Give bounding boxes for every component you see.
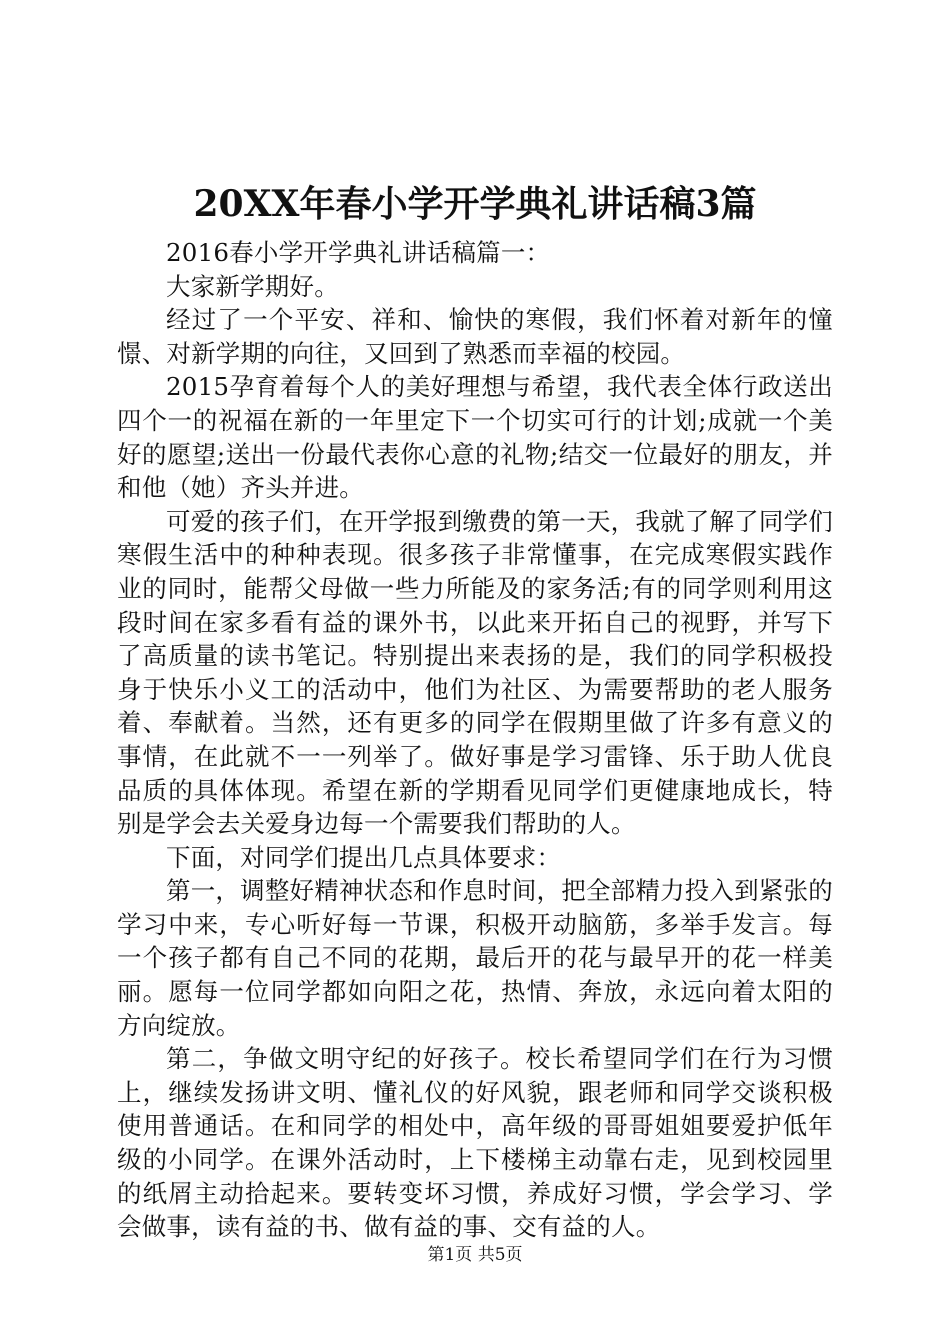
paragraph: 第二，争做文明守纪的好孩子。校长希望同学们在行为习惯上，继续发扬讲文明、懂礼仪的好风貌，跟老师和同学交谈积极使用普通话。在和同学的相处中，高年级的哥哥姐姐要爱护低年级的小同学。在课外活动时，上下楼梯主动靠右走，见到校园里的纸屑主动拾起来。要转变坏习惯，养成好习惯，学会学习、学会做事，读有益的书、做有益的事、交有益的人。 — [117, 1044, 833, 1242]
document-body — [117, 236, 833, 1244]
paragraph: 2015孕育着每个人的美好理想与希望，我代表全体行政送出四个一的祝福在新的一年里定下一个切实可行的计划;成就一个美好的愿望;送出一份最代表你心意的礼物;结交一位最好的朋友，并和他（她）齐头并进。 — [117, 372, 833, 503]
page-number-footer: 第1页 共5页 — [427, 1245, 523, 1265]
paragraph: 经过了一个平安、祥和、愉快的寒假，我们怀着对新年的憧憬、对新学期的向往，又回到了熟悉而幸福的校园。 — [117, 305, 833, 368]
paragraph: 下面，对同学们提出几点具体要求： — [166, 842, 562, 872]
paragraph: 第一，调整好精神状态和作息时间，把全部精力投入到紧张的学习中来，专心听好每一节课，积极开动脑筋，多举手发言。每一个孩子都有自己不同的花期，最后开的花与最早开的花一样美丽。愿每一位同学都如向阳之花，热情、奔放，永远向着太阳的方向绽放。 — [117, 876, 833, 1040]
paragraph-greeting: 大家新学期好。 — [166, 271, 339, 301]
paragraph: 可爱的孩子们，在开学报到缴费的第一天，我就了解了同学们寒假生活中的种种表现。很多孩子非常懂事，在完成寒假实践作业的同时，能帮父母做一些力所能及的家务活;有的同学则利用这段时间在家多看有益的课外书，以此来开拓自己的视野，并写下了高质量的读书笔记。特别提出来表扬的是，我们的同学积极投身于快乐小义工的活动中，他们为社区、为需要帮助的老人服务着、奉献着。当然，还有更多的同学在假期里做了许多有意义的事情，在此就不一一列举了。做好事是学习雷锋、乐于助人优良品质的具体体现。希望在新的学期看见同学们更健康地成长，特别是学会去关爱身边每一个需要我们帮助的人。 — [117, 506, 833, 839]
document-title: 20XX年春小学开学典礼讲话稿3篇 — [193, 183, 757, 225]
paragraph-heading: 2016春小学开学典礼讲话稿篇一： — [166, 238, 551, 267]
